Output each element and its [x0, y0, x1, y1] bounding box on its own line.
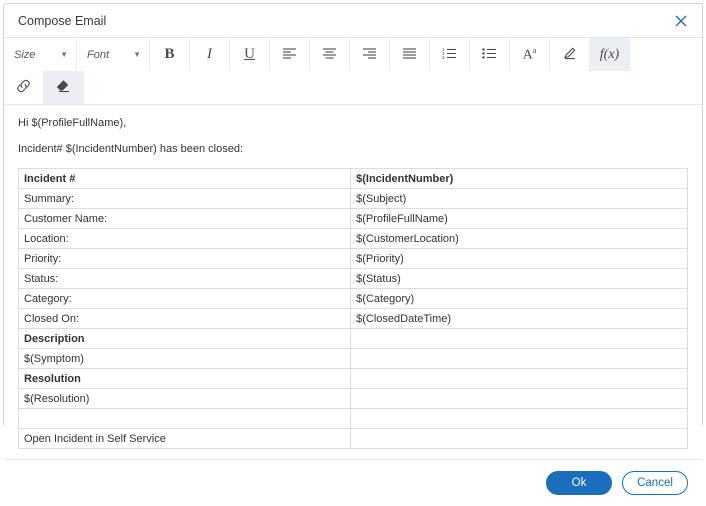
- table-row: [19, 409, 688, 429]
- table-row: [19, 309, 688, 329]
- row-label: Open Incident in Self Service: [19, 429, 351, 449]
- font-size-select-label: Size: [14, 48, 36, 61]
- row-value: [351, 389, 688, 409]
- chevron-down-icon: ▼: [133, 50, 141, 59]
- unordered-list-button[interactable]: [470, 38, 510, 71]
- table-row: [19, 329, 688, 349]
- greeting-text: Hi $(ProfileFullName),: [18, 117, 127, 129]
- row-value: $(Status): [351, 269, 688, 289]
- cancel-button[interactable]: Cancel: [622, 471, 688, 495]
- bold-button[interactable]: [150, 38, 190, 71]
- row-label: Description: [19, 329, 351, 349]
- table-row: [19, 269, 688, 289]
- clear-format-button[interactable]: [44, 71, 84, 104]
- table-row: [19, 189, 688, 209]
- align-left-button[interactable]: [270, 38, 310, 71]
- row-label: $(Resolution): [19, 389, 351, 409]
- row-value: $(IncidentNumber): [351, 169, 688, 189]
- font-family-select-label: Font: [87, 48, 110, 61]
- text-style-button[interactable]: [510, 38, 550, 71]
- insert-link-button[interactable]: [4, 71, 44, 104]
- row-value: $(CustomerLocation): [351, 229, 688, 249]
- toolbar-row-1: [4, 38, 702, 71]
- align-left-icon: [282, 47, 297, 63]
- table-row: [19, 209, 688, 229]
- align-center-icon: [322, 47, 337, 63]
- align-right-button[interactable]: [350, 38, 390, 71]
- align-center-button[interactable]: [310, 38, 350, 71]
- table-row: [19, 289, 688, 309]
- row-value: $(Priority): [351, 249, 688, 269]
- font-color-icon: $A^a$: [522, 45, 537, 63]
- eraser-icon: [56, 79, 71, 96]
- table-row: [19, 249, 688, 269]
- dialog-footer: [4, 459, 702, 506]
- row-label: Category:: [19, 289, 351, 309]
- row-value: $(ClosedDateTime): [351, 309, 688, 329]
- row-value: $(Subject): [351, 189, 688, 209]
- unordered-list-icon: [482, 47, 497, 63]
- row-label: [19, 409, 351, 429]
- table-row: [19, 369, 688, 389]
- toolbar-spacer-2: [84, 71, 702, 104]
- close-icon[interactable]: [672, 12, 690, 30]
- incident-details-body: [19, 169, 688, 449]
- highlight-pen-button[interactable]: [550, 38, 590, 71]
- svg-text:2: 2: [442, 50, 445, 56]
- chevron-down-icon: ▼: [60, 50, 68, 59]
- svg-text:3: 3: [442, 54, 445, 60]
- row-label: Incident #: [19, 169, 351, 189]
- row-label: Summary:: [19, 189, 351, 209]
- svg-text:1: 1: [442, 46, 445, 52]
- function-icon: f(x): [599, 46, 620, 62]
- row-label: Resolution: [19, 369, 351, 389]
- font-size-select[interactable]: [4, 38, 77, 71]
- bold-icon: B: [164, 46, 175, 62]
- ordered-list-button[interactable]: [430, 38, 470, 71]
- row-value: [351, 409, 688, 429]
- editor-toolbar: [4, 38, 702, 105]
- underline-button[interactable]: [230, 38, 270, 71]
- table-row: [19, 429, 688, 449]
- row-label: Priority:: [19, 249, 351, 269]
- toolbar-row-2: [4, 71, 702, 104]
- row-value: $(ProfileFullName): [351, 209, 688, 229]
- intro-text: Incident# $(IncidentNumber) has been closed:: [18, 143, 244, 155]
- table-row: [19, 349, 688, 369]
- table-row: [19, 389, 688, 409]
- align-justify-icon: [402, 47, 417, 63]
- align-justify-button[interactable]: [390, 38, 430, 71]
- italic-icon: I: [207, 46, 212, 62]
- italic-button[interactable]: [190, 38, 230, 71]
- align-right-icon: [362, 47, 377, 63]
- table-row: [19, 169, 688, 189]
- email-body-editor[interactable]: [4, 105, 702, 459]
- page-title: Compose Email: [18, 13, 107, 28]
- pen-icon: [563, 46, 577, 63]
- row-value: [351, 429, 688, 449]
- row-label: Customer Name:: [19, 209, 351, 229]
- row-value: $(Category): [351, 289, 688, 309]
- row-label: Status:: [19, 269, 351, 289]
- ordered-list-icon: [442, 47, 457, 63]
- row-label: Closed On:: [19, 309, 351, 329]
- row-value: [351, 329, 688, 349]
- compose-email-dialog: [3, 3, 703, 489]
- dialog-titlebar: [4, 4, 702, 38]
- incident-details-table: [18, 168, 688, 449]
- row-value: [351, 369, 688, 389]
- link-icon: [16, 79, 31, 96]
- ok-button[interactable]: Ok: [546, 471, 612, 495]
- row-label: $(Symptom): [19, 349, 351, 369]
- row-label: Location:: [19, 229, 351, 249]
- insert-variable-button[interactable]: [590, 38, 630, 71]
- underline-icon: U: [244, 46, 255, 62]
- table-row: [19, 229, 688, 249]
- toolbar-spacer: [630, 38, 702, 71]
- row-value: [351, 349, 688, 369]
- font-family-select[interactable]: [77, 38, 150, 71]
